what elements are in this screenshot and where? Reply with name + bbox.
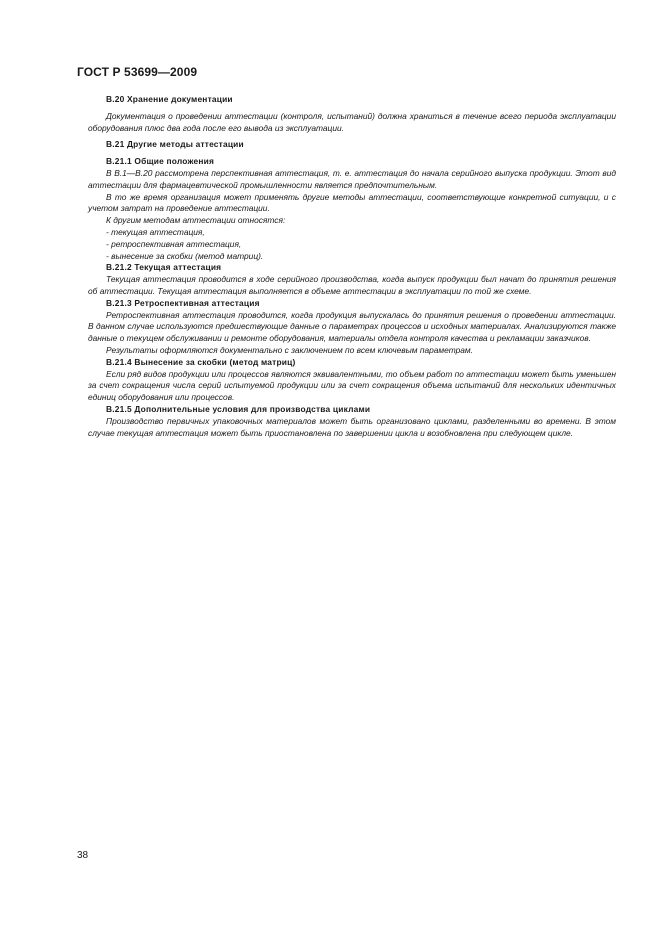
paragraph: Результаты оформляются документально с заключением по всем ключевым параметрам.	[106, 344, 473, 355]
section-heading-b21-4: В.21.4 Вынесение за скобки (метод матриц)	[106, 356, 296, 367]
section-heading-b21-5: В.21.5 Дополнительные условия для производства циклами	[106, 403, 371, 414]
paragraph: В то же время организация может применять другие методы аттестации, соответствующие конкретной ситуации, и с учетом затрат на проведение аттестации.	[88, 191, 616, 214]
paragraph: Текущая аттестация проводится в ходе серийного производства, когда выпуск продукции был начат до принятия решения об аттестации. Текущая аттестация выполняется в объеме аттестации в эксплуатации по той же схеме.	[88, 274, 616, 296]
document-header: ГОСТ Р 53699—2009	[77, 65, 198, 79]
list-item: - вынесение за скобки (метод матриц).	[106, 250, 264, 261]
section-heading-b21-2: В.21.2 Текущая аттестация	[106, 262, 222, 273]
paragraph: Документация о проведении аттестации (контроля, испытаний) должна храниться в течение всего периода эксплуатации оборудования плюс два года после его вывода из эксплуатации.	[88, 110, 616, 133]
list-item: - текущая аттестация,	[106, 226, 205, 237]
section-heading-b21-1: В.21.1 Общие положения	[106, 156, 215, 167]
paragraph: К другим методам аттестации относятся:	[106, 215, 286, 226]
document-body	[88, 94, 616, 439]
paragraph: Ретроспективная аттестация проводится, когда продукция выпускалась до принятия решения о проведении аттестации. В данном случае используются предшествующие данные о параметрах процессов и исходных материалах. Анализируются также данные о текущем обслуживании и ремонте оборудования, материалы отдела контроля качества и рекламации заказчиков.	[88, 309, 616, 344]
paragraph: Если ряд видов продукции или процессов являются эквивалентными, то объем работ по аттестации может быть уменьшен за счет сокращения числа серий испытуемой продукции или за счет сокращения объема испытаний для нескольких идентичных единиц оборудования или процессов.	[88, 368, 616, 403]
section-heading-b20: В.20 Хранение документации	[106, 94, 233, 104]
section-heading-b21-3: В.21.3 Ретроспективная аттестация	[106, 297, 260, 308]
page-number: 38	[77, 850, 89, 861]
section-heading-b21: В.21 Другие методы аттестации	[106, 139, 244, 150]
paragraph: Производство первичных упаковочных материалов может быть организовано циклами, разделенными во времени. В этом случае текущая аттестация может быть приостановлена по завершении цикла и возобновлена при следующем цикле.	[88, 415, 616, 438]
list-item: - ретроспективная аттестация,	[106, 238, 242, 249]
paragraph: В В.1—В.20 рассмотрена перспективная аттестация, т. е. аттестация до начала серийного выпуска продукции. Этот вид аттестации для фармацевтической промышленности является предпочтительным.	[88, 167, 616, 190]
